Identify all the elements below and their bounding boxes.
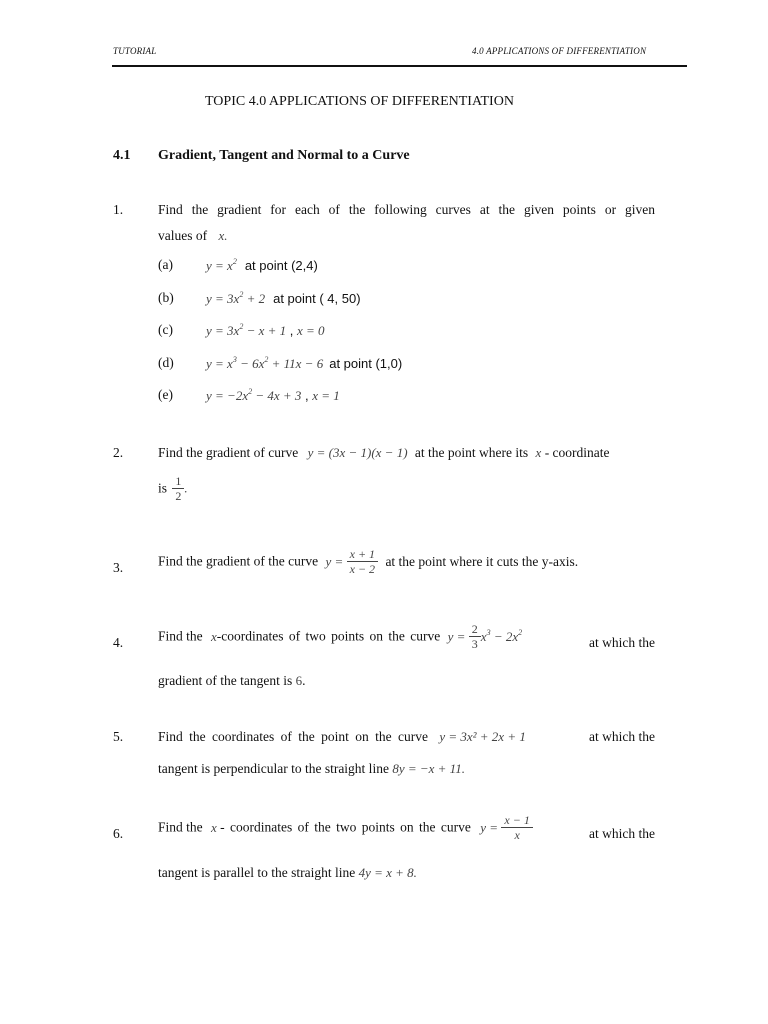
q4-post: at which the <box>589 635 655 650</box>
q2-pre: Find the gradient of curve <box>158 445 299 460</box>
q4-mid: -coordinates of two points on the curve <box>216 628 441 644</box>
q5-post: at which the <box>589 729 655 744</box>
q6-line1 <box>158 813 655 842</box>
q1a-cond: at point (2,4) <box>244 258 318 273</box>
q1a-content: $y = x^2$ at point (2,4) <box>206 257 318 273</box>
q2-eq: y = (3x − 1)(x − 1) <box>307 445 408 460</box>
q1e-cond: x = 1 <box>312 388 340 403</box>
q3-post: at the point where it cuts the y-axis. <box>385 553 579 569</box>
q2-frac-den: 2 <box>172 488 184 503</box>
q1e-content: $y = -2x^2 - 4x + 3$ , x = 1 <box>206 387 340 403</box>
q4-line1: Find the x-coordinates of two points on the curve y = $\frac{2}{3}$ $x^3 - 2x^2$ at which the <box>158 622 655 651</box>
q6-post: at which the <box>589 826 655 841</box>
q6-line2-eq: 4y = x + 8 <box>358 865 414 880</box>
q2-post: - coordinate <box>544 445 610 460</box>
q1b-content: $y = 3x^2 + 2$ at point ( 4, 50) <box>206 290 361 306</box>
q1b-cond: at point ( 4, 50) <box>273 291 361 306</box>
q5-line1 <box>158 729 655 745</box>
q6-mid: - coordinates of the two points on the curve <box>220 819 471 835</box>
q1c-cond: x = 0 <box>296 323 325 338</box>
q2-line2: is $\frac{1}{2}$ . <box>158 474 188 503</box>
q2-fraction <box>172 474 184 503</box>
q6-var: x <box>211 819 217 835</box>
q6-frac-num: x − 1 <box>504 813 530 827</box>
q2-var: x <box>535 445 542 460</box>
section-number: 4.1 <box>113 148 131 163</box>
q5-number: 5. <box>113 729 124 744</box>
q5-pre: Find the coordinates of the point on the curve <box>158 729 428 744</box>
q6-frac-den: x <box>501 827 532 842</box>
q4-number: 4. <box>113 635 124 650</box>
q4-frac-num: 2 <box>471 622 478 636</box>
q2-mid: at the point where its <box>414 445 529 460</box>
q1b-label: (b) <box>158 290 174 305</box>
q1-line2-text: values of <box>158 228 208 243</box>
q2-is: is <box>158 480 168 496</box>
q6-line2: tangent is parallel to the straight line 4y = x + 8. <box>158 865 417 880</box>
q2-line1 <box>158 445 610 461</box>
q2-number: 2. <box>113 445 124 460</box>
q4-frac-den: 3 <box>469 636 481 651</box>
q4-line2-val: 6 <box>295 673 303 688</box>
section-title: Gradient, Tangent and Normal to a Curve <box>158 148 410 163</box>
q1c-label: (c) <box>158 322 173 337</box>
q4-line2-pre: gradient of the tangent is <box>158 673 293 688</box>
q3-frac-den: x − 2 <box>347 561 378 576</box>
q6-lhs: y = <box>480 819 499 835</box>
q3-fraction <box>347 547 378 576</box>
q1d-cond: at point (1,0) <box>329 356 403 371</box>
page-title: TOPIC 4.0 APPLICATIONS OF DIFFERENTIATION <box>205 94 514 109</box>
q4-lhs: y = <box>447 628 466 644</box>
q3-number: 3. <box>113 560 124 575</box>
q5-line2: tangent is perpendicular to the straight line 8y = −x + 11. <box>158 761 465 776</box>
q1c-content: $y = 3x^2 - x + 1$ , x = 0 <box>206 322 325 338</box>
header-left: TUTORIAL <box>113 46 157 56</box>
q6-number: 6. <box>113 826 124 841</box>
q5-line2-pre: tangent is perpendicular to the straight line <box>158 761 389 776</box>
q6-pre: Find the <box>158 819 203 835</box>
q6-line2-pre: tangent is parallel to the straight line <box>158 865 356 880</box>
q1d-label: (d) <box>158 355 174 370</box>
q5-eq: y = 3x² + 2x + 1 <box>439 729 526 744</box>
q4-pre: Find the <box>158 628 203 644</box>
q1e-label: (e) <box>158 387 173 402</box>
q1-line2: values of x. <box>158 228 228 243</box>
q4-fraction <box>469 622 481 651</box>
header-rule <box>112 65 687 67</box>
header-right: 4.0 APPLICATIONS OF DIFFERENTIATION <box>472 46 647 56</box>
q3-pre: Find the gradient of the curve <box>158 553 319 569</box>
q4-line2: gradient of the tangent is 6. <box>158 673 306 688</box>
q1a-label: (a) <box>158 257 173 272</box>
q3-frac-num: x + 1 <box>349 547 376 561</box>
q2-frac-num: 1 <box>175 474 182 488</box>
q3-lhs: y = <box>325 553 344 569</box>
q6-fraction <box>501 813 532 842</box>
q5-line2-eq: 8y = −x + 11 <box>392 761 462 776</box>
q1-number: 1. <box>113 202 124 217</box>
q3-line <box>158 547 578 576</box>
q1-var: x <box>218 228 225 243</box>
q1-line1: Find the gradient for each of the following curves at the given points or given <box>158 202 655 217</box>
q1d-content: $y = x^3 - 6x^2 + 11x - 6$ at point (1,0) <box>206 355 403 371</box>
q4-var: x <box>211 628 217 644</box>
